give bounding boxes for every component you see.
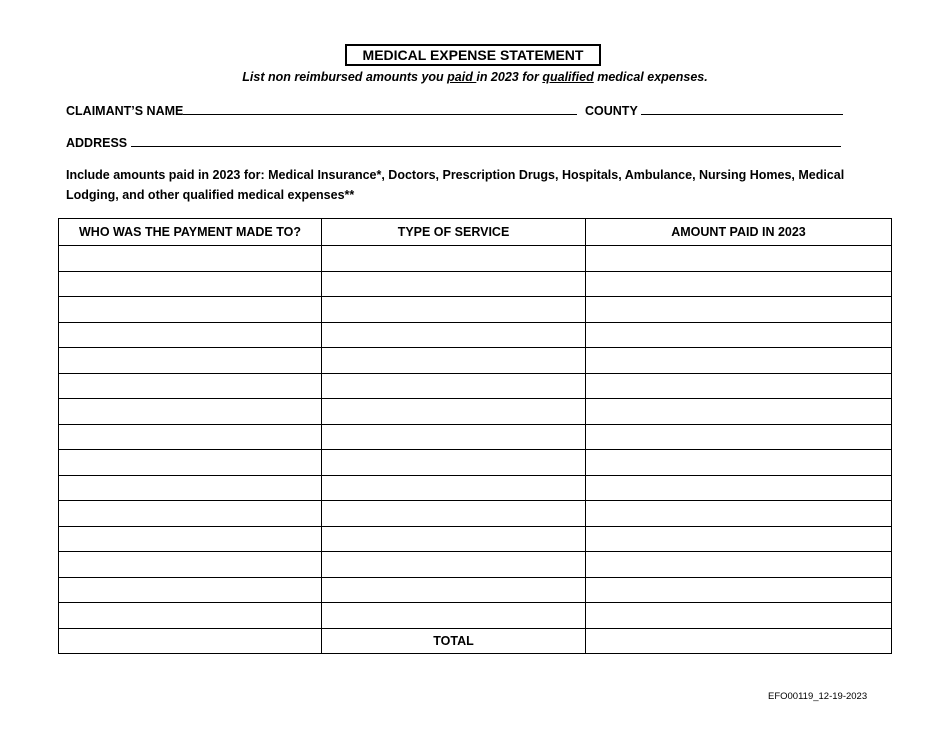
payee-cell[interactable] — [59, 450, 322, 476]
county-row — [585, 103, 843, 118]
payee-cell[interactable] — [59, 577, 322, 603]
payee-cell[interactable] — [59, 603, 322, 629]
amount-cell[interactable] — [586, 526, 892, 552]
service-cell[interactable] — [322, 246, 586, 272]
amount-cell[interactable] — [586, 577, 892, 603]
form-subtitle — [0, 70, 950, 84]
claimant-name-row — [66, 103, 577, 118]
service-cell[interactable] — [322, 501, 586, 527]
payee-cell[interactable] — [59, 297, 322, 323]
payee-cell[interactable] — [59, 552, 322, 578]
total-label: TOTAL — [322, 628, 586, 654]
payee-cell[interactable] — [59, 399, 322, 425]
table-row — [59, 526, 892, 552]
expense-table-body — [59, 246, 892, 654]
amount-cell[interactable] — [586, 246, 892, 272]
amount-cell[interactable] — [586, 399, 892, 425]
table-row — [59, 603, 892, 629]
amount-cell[interactable] — [586, 348, 892, 374]
amount-cell[interactable] — [586, 424, 892, 450]
table-row — [59, 399, 892, 425]
payee-cell[interactable] — [59, 501, 322, 527]
service-cell[interactable] — [322, 603, 586, 629]
total-row — [59, 628, 892, 654]
service-cell[interactable] — [322, 424, 586, 450]
amount-cell[interactable] — [586, 373, 892, 399]
amount-cell[interactable] — [586, 603, 892, 629]
total-blank-cell — [59, 628, 322, 654]
table-row — [59, 271, 892, 297]
service-cell[interactable] — [322, 552, 586, 578]
service-cell[interactable] — [322, 271, 586, 297]
claimant-name-field[interactable] — [183, 103, 577, 115]
service-cell[interactable] — [322, 297, 586, 323]
service-cell[interactable] — [322, 577, 586, 603]
county-label: COUNTY — [585, 104, 638, 118]
amount-cell[interactable] — [586, 450, 892, 476]
table-row — [59, 450, 892, 476]
payee-cell[interactable] — [59, 424, 322, 450]
payee-cell[interactable] — [59, 526, 322, 552]
table-row — [59, 475, 892, 501]
county-field[interactable] — [641, 103, 843, 115]
table-row — [59, 297, 892, 323]
table-row — [59, 577, 892, 603]
table-row — [59, 424, 892, 450]
table-row — [59, 348, 892, 374]
payee-cell[interactable] — [59, 373, 322, 399]
subtitle-part3: medical expenses. — [593, 70, 708, 84]
subtitle-paid-underlined: paid — [447, 70, 477, 84]
payee-cell[interactable] — [59, 348, 322, 374]
claimant-name-label: CLAIMANT’S NAME — [66, 104, 184, 118]
header-service-type: TYPE OF SERVICE — [322, 219, 586, 246]
address-field[interactable] — [131, 135, 841, 147]
service-cell[interactable] — [322, 373, 586, 399]
address-row — [66, 135, 841, 150]
subtitle-part1: List non reimbursed amounts you — [242, 70, 448, 84]
include-instructions: Include amounts paid in 2023 for: Medical Insurance*, Doctors, Prescription Drugs, Hospitals, Ambulance, Nursing Homes, Medical Lodging, and other qualified medical expenses** — [66, 168, 845, 202]
payee-cell[interactable] — [59, 246, 322, 272]
service-cell[interactable] — [322, 475, 586, 501]
payee-cell[interactable] — [59, 271, 322, 297]
total-amount-cell[interactable] — [586, 628, 892, 654]
amount-cell[interactable] — [586, 322, 892, 348]
expense-table — [58, 218, 892, 654]
address-label: ADDRESS — [66, 136, 128, 150]
amount-cell[interactable] — [586, 501, 892, 527]
subtitle-qualified-underlined: qualified — [542, 70, 594, 84]
amount-cell[interactable] — [586, 271, 892, 297]
payee-cell[interactable] — [59, 322, 322, 348]
amount-cell[interactable] — [586, 552, 892, 578]
table-row — [59, 373, 892, 399]
table-row — [59, 246, 892, 272]
payee-cell[interactable] — [59, 475, 322, 501]
table-row — [59, 322, 892, 348]
service-cell[interactable] — [322, 399, 586, 425]
service-cell[interactable] — [322, 322, 586, 348]
service-cell[interactable] — [322, 526, 586, 552]
table-header-row — [59, 219, 892, 246]
form-code: EFO00119_12-19-2023 — [768, 691, 868, 702]
amount-cell[interactable] — [586, 297, 892, 323]
form-title: MEDICAL EXPENSE STATEMENT — [345, 44, 601, 66]
header-payee: WHO WAS THE PAYMENT MADE TO? — [59, 219, 322, 246]
table-row — [59, 501, 892, 527]
amount-cell[interactable] — [586, 475, 892, 501]
header-amount-paid: AMOUNT PAID IN 2023 — [586, 219, 892, 246]
service-cell[interactable] — [322, 450, 586, 476]
table-row — [59, 552, 892, 578]
service-cell[interactable] — [322, 348, 586, 374]
subtitle-part2: in 2023 for — [476, 70, 543, 84]
